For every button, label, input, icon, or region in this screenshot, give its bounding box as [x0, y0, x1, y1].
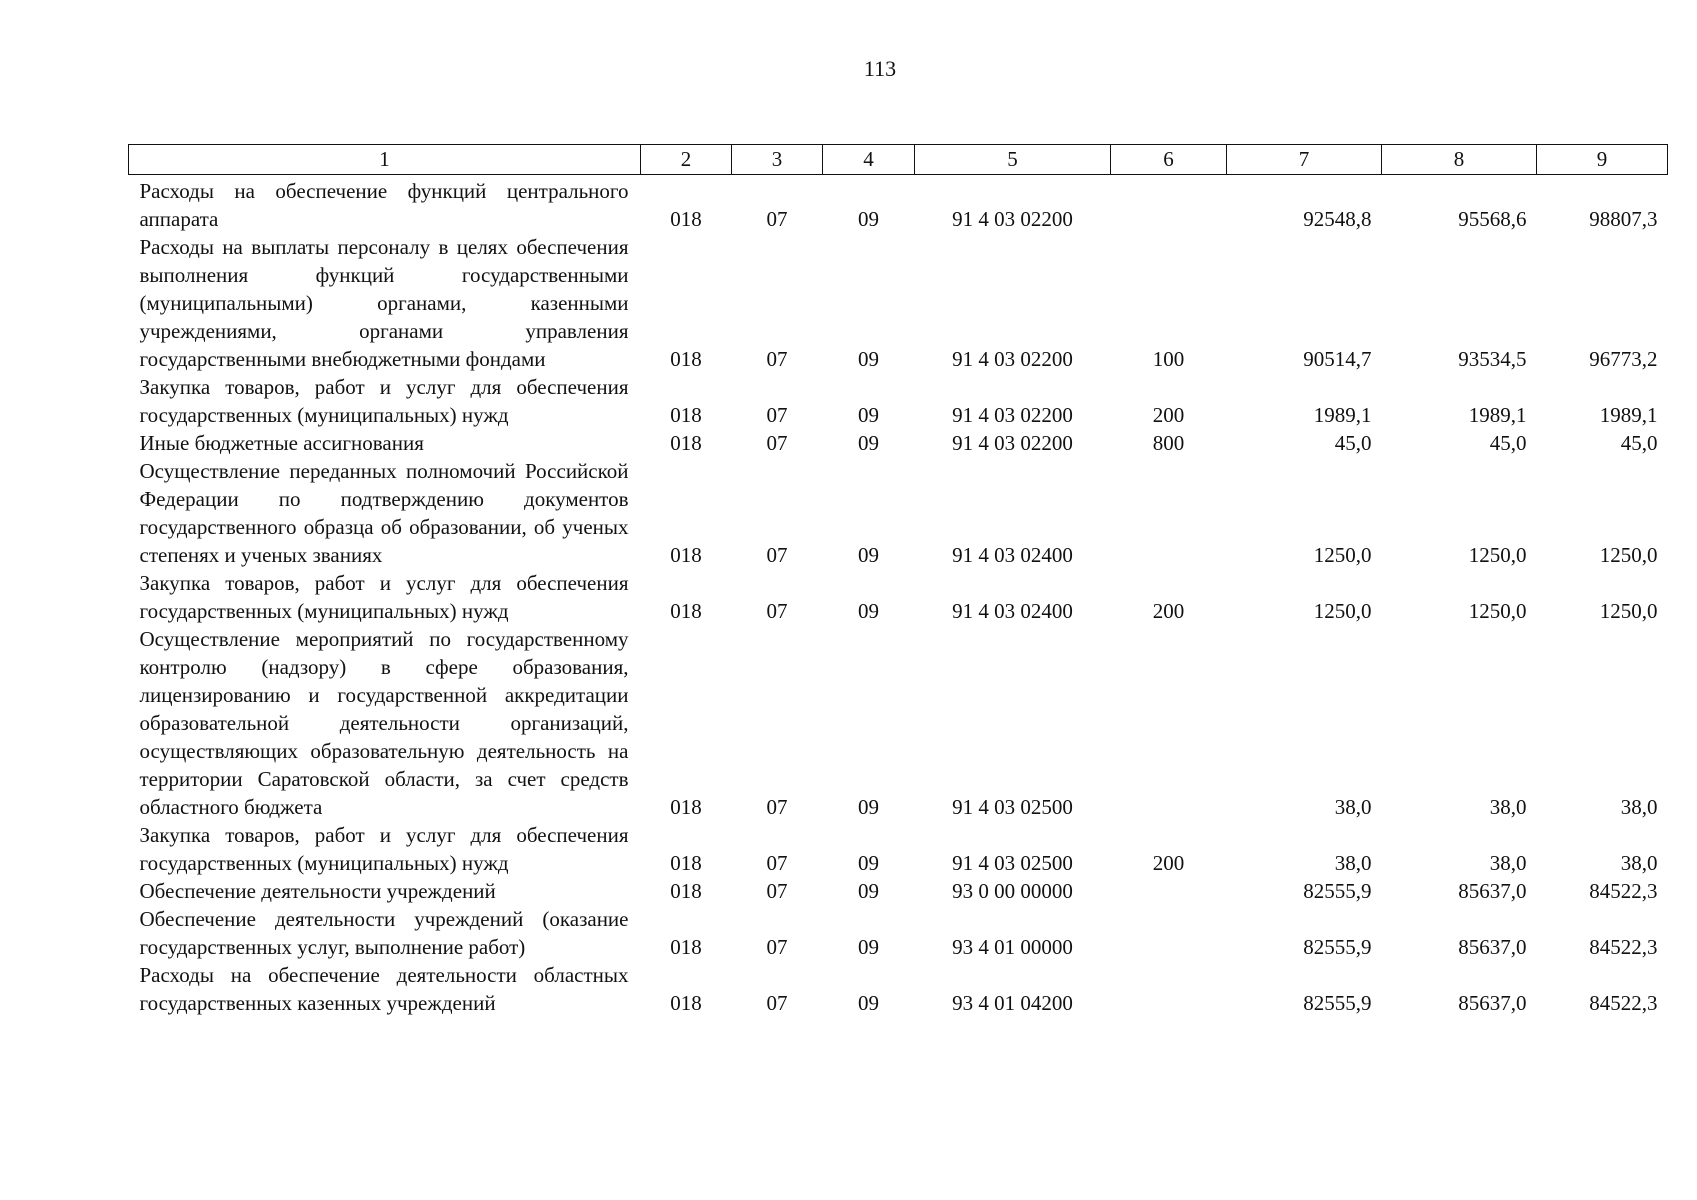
expense-name: Обеспечение деятельности учреждений (оказание государственных услуг, выполнение работ) — [139, 907, 629, 959]
target-article-code: 91 4 03 02200 — [952, 347, 1073, 371]
subsection-code: 09 — [858, 879, 879, 903]
expense-name: Осуществление мероприятий по государственному контролю (надзору) в сфере образования, лицензированию и государственной аккредитации образовательной деятельности организаций, осуществляющих образовательную деятельность на территории Саратовской области, за счет средств областного бюджета — [139, 627, 629, 819]
amount-year-3: 45,0 — [1620, 431, 1658, 455]
table-row — [129, 625, 1668, 821]
ministry-code: 018 — [670, 431, 702, 455]
column-header: 8 — [1382, 145, 1537, 175]
amount-year-1: 92548,8 — [1303, 207, 1372, 231]
amount-year-3: 84522,3 — [1589, 991, 1658, 1015]
ministry-code: 018 — [670, 795, 702, 819]
column-header: 3 — [732, 145, 823, 175]
expense-kind-code: 200 — [1152, 403, 1185, 427]
subsection-code: 09 — [858, 403, 879, 427]
target-article-code: 91 4 03 02500 — [952, 795, 1073, 819]
amount-year-2: 1250,0 — [1468, 599, 1527, 623]
target-article-code: 93 4 01 04200 — [952, 991, 1073, 1015]
amount-year-3: 84522,3 — [1589, 879, 1658, 903]
expense-name: Расходы на обеспечение функций центрального аппарата — [139, 179, 629, 231]
table-row — [129, 429, 1668, 457]
amount-year-3: 84522,3 — [1589, 935, 1658, 959]
target-article-code: 93 4 01 00000 — [952, 935, 1073, 959]
amount-year-2: 93534,5 — [1458, 347, 1527, 371]
table-row — [129, 233, 1668, 373]
amount-year-3: 38,0 — [1620, 851, 1658, 875]
expense-name: Обеспечение деятельности учреждений — [139, 879, 496, 903]
amount-year-3: 98807,3 — [1589, 207, 1658, 231]
column-header: 7 — [1227, 145, 1382, 175]
target-article-code: 91 4 03 02200 — [952, 403, 1073, 427]
subsection-code: 09 — [858, 935, 879, 959]
table-body — [129, 175, 1668, 1018]
subsection-code: 09 — [858, 991, 879, 1015]
expense-name: Иные бюджетные ассигнования — [139, 431, 424, 455]
expense-kind-code — [1111, 457, 1227, 569]
header-row — [129, 145, 1668, 175]
target-article-code: 91 4 03 02200 — [952, 431, 1073, 455]
expense-kind-code — [1111, 625, 1227, 821]
amount-year-1: 82555,9 — [1303, 991, 1372, 1015]
expense-kind-code — [1111, 905, 1227, 961]
target-article-code: 93 0 00 00000 — [952, 879, 1073, 903]
subsection-code: 09 — [858, 851, 879, 875]
target-article-code: 91 4 03 02400 — [952, 599, 1073, 623]
target-article-code: 91 4 03 02500 — [952, 851, 1073, 875]
subsection-code: 09 — [858, 431, 879, 455]
expense-name: Закупка товаров, работ и услуг для обеспечения государственных (муниципальных) нужд — [139, 571, 629, 623]
amount-year-2: 85637,0 — [1458, 935, 1527, 959]
amount-year-3: 1989,1 — [1599, 403, 1658, 427]
expense-name: Расходы на выплаты персоналу в целях обеспечения выполнения функций государственными (муниципальными) органами, казенными учреждениями, органами управления государственными внебюджетными фондами — [139, 235, 629, 371]
target-article-code: 91 4 03 02400 — [952, 543, 1073, 567]
subsection-code: 09 — [858, 795, 879, 819]
section-code: 07 — [766, 431, 788, 455]
amount-year-2: 85637,0 — [1458, 991, 1527, 1015]
amount-year-1: 1989,1 — [1313, 403, 1372, 427]
table-row — [129, 961, 1668, 1017]
section-code: 07 — [766, 599, 788, 623]
expense-kind-code — [1111, 877, 1227, 905]
section-code: 07 — [766, 851, 788, 875]
amount-year-1: 1250,0 — [1313, 543, 1372, 567]
ministry-code: 018 — [670, 879, 702, 903]
column-header: 5 — [915, 145, 1111, 175]
amount-year-2: 45,0 — [1489, 431, 1527, 455]
amount-year-1: 38,0 — [1334, 851, 1372, 875]
expense-kind-code: 800 — [1152, 431, 1185, 455]
amount-year-3: 1250,0 — [1599, 543, 1658, 567]
expense-kind-code: 100 — [1152, 347, 1185, 371]
column-header: 6 — [1111, 145, 1227, 175]
amount-year-2: 1989,1 — [1468, 403, 1527, 427]
table-row — [129, 457, 1668, 569]
amount-year-1: 1250,0 — [1313, 599, 1372, 623]
page-number: 113 — [863, 56, 897, 81]
expense-kind-code: 200 — [1152, 851, 1185, 875]
amount-year-1: 82555,9 — [1303, 879, 1372, 903]
expense-name: Закупка товаров, работ и услуг для обеспечения государственных (муниципальных) нужд — [139, 823, 629, 875]
amount-year-2: 85637,0 — [1458, 879, 1527, 903]
ministry-code: 018 — [670, 599, 702, 623]
section-code: 07 — [766, 795, 788, 819]
amount-year-2: 95568,6 — [1458, 207, 1527, 231]
amount-year-2: 38,0 — [1489, 795, 1527, 819]
amount-year-3: 38,0 — [1620, 795, 1658, 819]
expense-name: Осуществление переданных полномочий Российской Федерации по подтверждению документов государственного образца об образовании, об ученых степенях и ученых званиях — [139, 459, 629, 567]
amount-year-3: 96773,2 — [1589, 347, 1658, 371]
expense-name: Закупка товаров, работ и услуг для обеспечения государственных (муниципальных) нужд — [139, 375, 629, 427]
section-code: 07 — [766, 403, 788, 427]
ministry-code: 018 — [670, 347, 702, 371]
ministry-code: 018 — [670, 543, 702, 567]
ministry-code: 018 — [670, 403, 702, 427]
amount-year-1: 45,0 — [1334, 431, 1372, 455]
column-header: 2 — [641, 145, 732, 175]
table-header — [129, 145, 1668, 175]
section-code: 07 — [766, 207, 788, 231]
expense-kind-code — [1111, 175, 1227, 234]
target-article-code: 91 4 03 02200 — [952, 207, 1073, 231]
section-code: 07 — [766, 991, 788, 1015]
section-code: 07 — [766, 347, 788, 371]
table-row — [129, 175, 1668, 234]
expense-kind-code: 200 — [1152, 599, 1185, 623]
expense-name: Расходы на обеспечение деятельности областных государственных казенных учреждений — [139, 963, 629, 1015]
section-code: 07 — [766, 935, 788, 959]
amount-year-1: 38,0 — [1334, 795, 1372, 819]
column-header: 4 — [823, 145, 915, 175]
ministry-code: 018 — [670, 991, 702, 1015]
section-code: 07 — [766, 879, 788, 903]
table-row — [129, 373, 1668, 429]
amount-year-3: 1250,0 — [1599, 599, 1658, 623]
subsection-code: 09 — [858, 347, 879, 371]
column-header: 1 — [129, 145, 641, 175]
subsection-code: 09 — [858, 207, 879, 231]
table-row — [129, 569, 1668, 625]
table-row — [129, 821, 1668, 877]
section-code: 07 — [766, 543, 788, 567]
amount-year-1: 90514,7 — [1303, 347, 1372, 371]
table-row — [129, 877, 1668, 905]
ministry-code: 018 — [670, 207, 702, 231]
expense-kind-code — [1111, 961, 1227, 1017]
subsection-code: 09 — [858, 599, 879, 623]
subsection-code: 09 — [858, 543, 879, 567]
amount-year-2: 38,0 — [1489, 851, 1527, 875]
amount-year-2: 1250,0 — [1468, 543, 1527, 567]
budget-table — [128, 144, 1668, 1017]
table-row — [129, 905, 1668, 961]
amount-year-1: 82555,9 — [1303, 935, 1372, 959]
ministry-code: 018 — [670, 851, 702, 875]
ministry-code: 018 — [670, 935, 702, 959]
column-header: 9 — [1537, 145, 1668, 175]
